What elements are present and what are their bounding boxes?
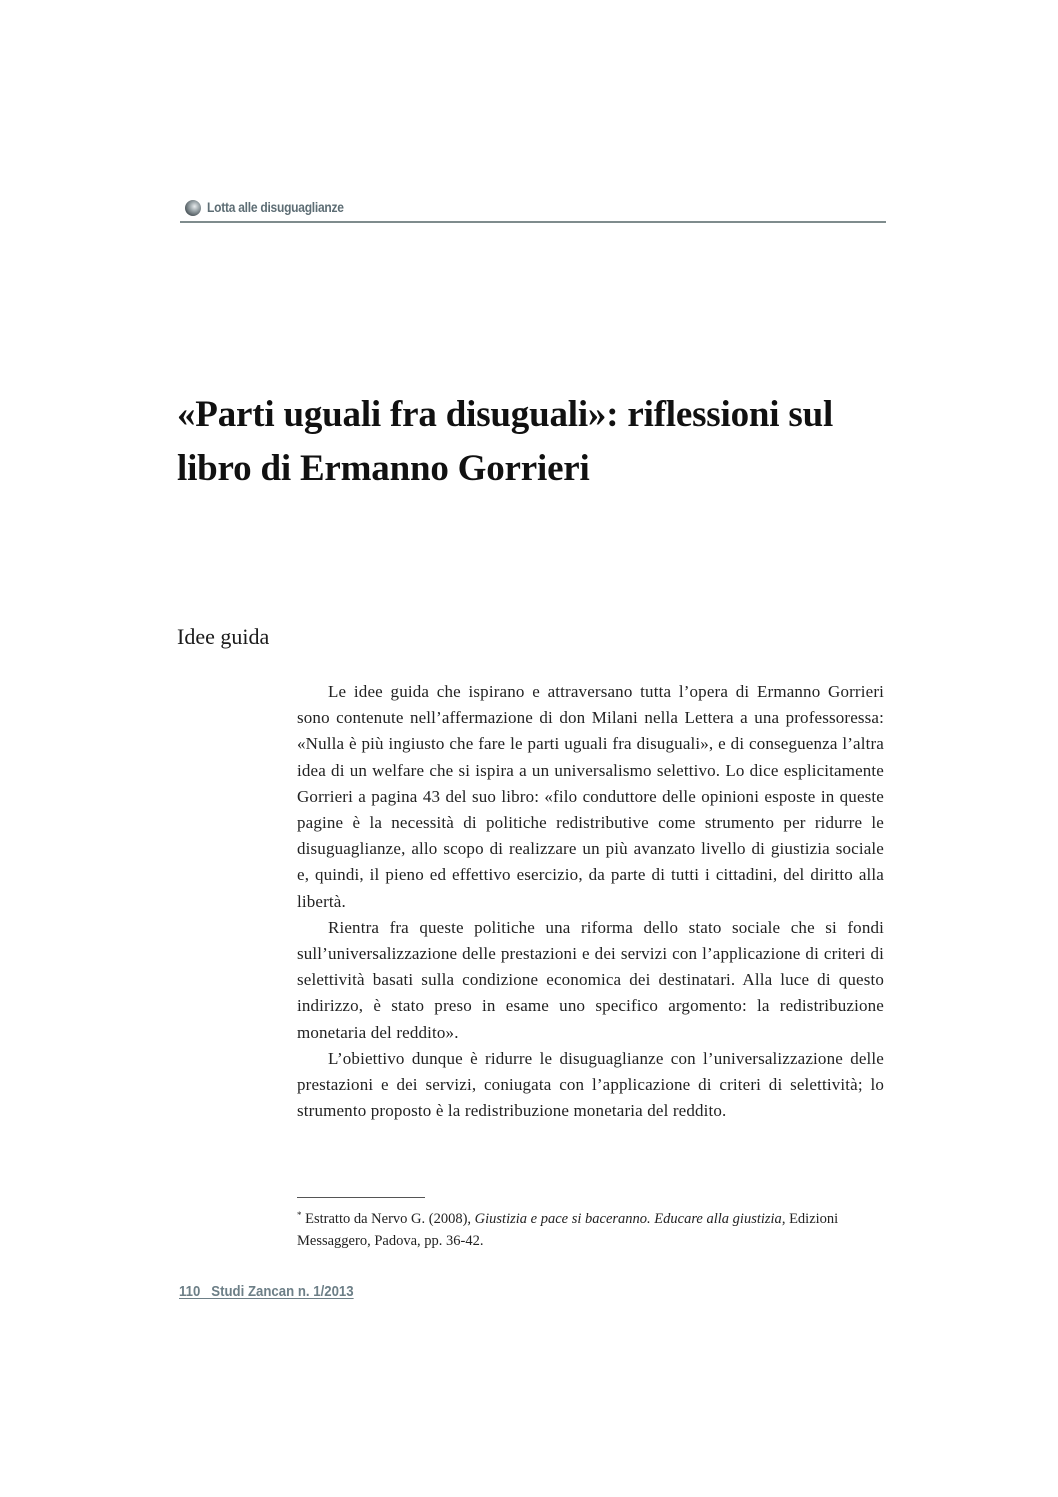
page-footer: 110 Studi Zancan n. 1/2013 xyxy=(179,1283,354,1300)
running-header xyxy=(180,197,886,223)
section-heading: Idee guida xyxy=(177,624,270,649)
paragraph: L’obiettivo dunque è ridurre le disuguaglianze con l’universalizzazione delle prestazioni e dei servizi, coniugata con l’applicazione di criteri di selettività; lo strumento proposto è la redistribuzione monetaria del reddito. xyxy=(297,1048,884,1121)
sphere-bullet-icon xyxy=(185,200,201,216)
footnote-suffix: , Edizioni Messaggero, Padova, pp. 36-42. xyxy=(297,1211,839,1249)
paragraph: Le idee guida che ispirano e attraversano tutta l’opera di Ermanno Gorrieri sono contenute nell’affermazione di don Milani nella Lettera a una professoressa: «Nulla è più ingiusto che fare le parti uguali fra disuguali», e di conseguenza l’altra idea di un welfare che si ispira a un universalismo selettivo. Lo dice esplicitamente Gorrieri a pagina 43 del suo libro: «filo conduttore delle opinioni esposte in queste pagine è la necessità di politiche redistributive come strumento per ridurre le disuguaglianze, allo scopo di realizzare un più avanzato livello di giustizia sociale e, quindi, il pieno ed effettivo esercizio, da parte di tutti i cittadini, del diritto alla libertà. xyxy=(297,682,884,911)
article-title: «Parti uguali fra disuguali»: riflessioni sul libro di Ermanno Gorrieri xyxy=(177,394,834,489)
running-header-title: Lotta alle disuguaglianze xyxy=(207,199,344,215)
article-body xyxy=(297,679,884,1124)
paragraph: Rientra fra queste politiche una riforma dello stato sociale che si fondi sull’universalizzazione delle prestazioni e dei servizi con l’applicazione di criteri di selettività basati sulla condizione economica dei destinatari. Alla luce di questo indirizzo, è stato preso in esame uno specifico argomento: la redistribuzione monetaria del reddito». xyxy=(297,917,884,1042)
footnote-divider xyxy=(297,1197,425,1198)
footnote xyxy=(297,1204,887,1252)
footnote-marker: * xyxy=(297,1210,302,1220)
footnote-prefix: Estratto da Nervo G. (2008), xyxy=(301,1211,475,1227)
footnote-book-title: Giustizia e pace si baceranno. Educare alla giustizia xyxy=(474,1211,782,1227)
